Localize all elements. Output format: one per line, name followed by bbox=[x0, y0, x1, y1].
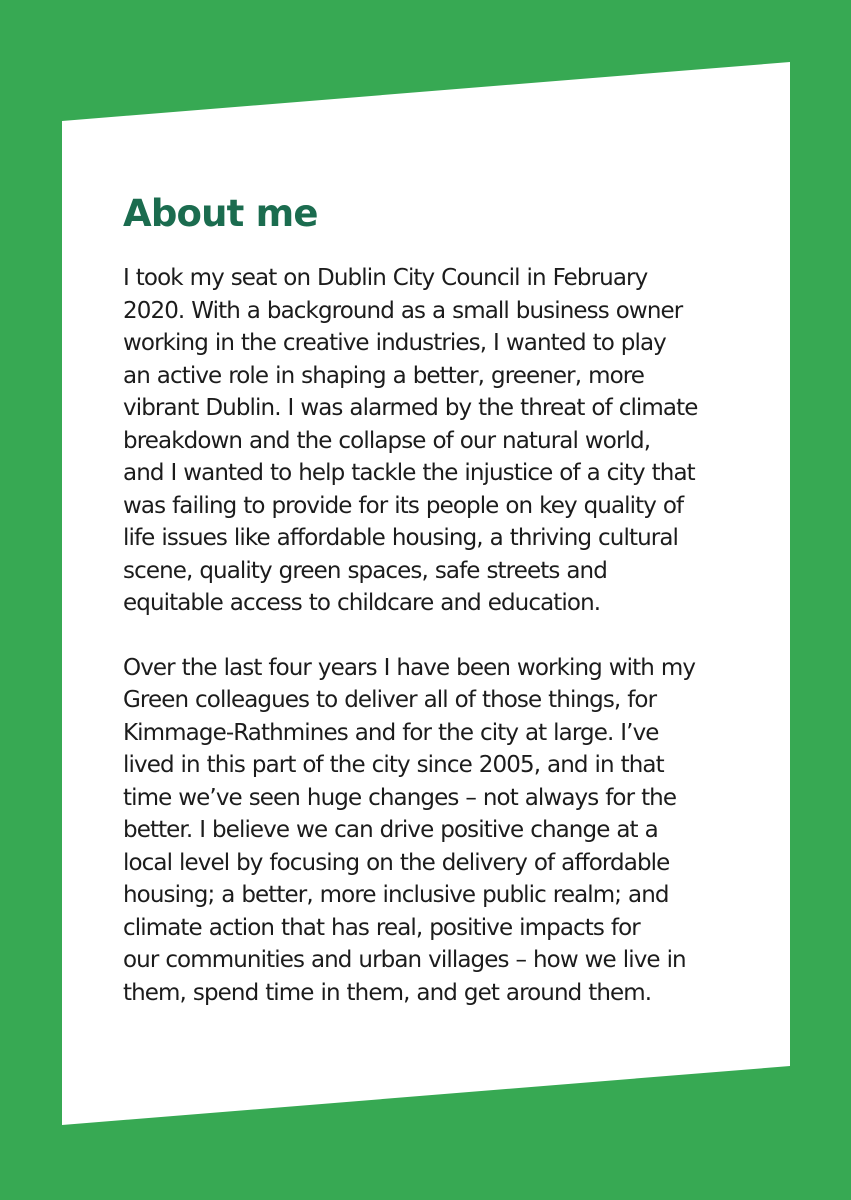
paragraph-line: vibrant Dublin. I was alarmed by the threat of climate bbox=[123, 395, 698, 421]
paragraph-line: breakdown and the collapse of our natural world, bbox=[123, 427, 651, 454]
paragraph-line: our communities and urban villages – how we live in bbox=[123, 947, 686, 973]
paragraph-line: Over the last four years I have been working with my bbox=[123, 654, 696, 681]
paragraph-line: equitable access to childcare and education. bbox=[123, 590, 601, 616]
section-heading: About me bbox=[123, 192, 318, 235]
paragraph-line: scene, quality green spaces, safe streets and bbox=[123, 557, 607, 584]
paragraph-line: and I wanted to help tackle the injustice of a city that bbox=[123, 460, 695, 486]
paragraph-line: better. I believe we can drive positive change at a bbox=[123, 817, 658, 843]
paragraph-line: 2020. With a background as a small business owner bbox=[123, 297, 683, 324]
paragraph-line: climate action that has real, positive impacts for bbox=[123, 914, 640, 941]
paragraph-line: an active role in shaping a better, greener, more bbox=[123, 362, 645, 389]
paragraph-line: local level by focusing on the delivery of affordable bbox=[123, 849, 670, 876]
paragraph-line: Green colleagues to deliver all of those things, for bbox=[123, 687, 657, 713]
paragraph-line: lived in this part of the city since 2005, and in that bbox=[123, 752, 664, 778]
paragraph-line: Kimmage-Rathmines and for the city at large. I’ve bbox=[123, 719, 659, 746]
paragraph-2 bbox=[123, 652, 743, 1010]
paragraph-1 bbox=[123, 262, 743, 620]
paragraph-line: time we’ve seen huge changes – not always for the bbox=[123, 784, 677, 811]
paragraph-line: them, spend time in them, and get around them. bbox=[123, 979, 652, 1006]
paragraph-line: working in the creative industries, I wanted to play bbox=[123, 330, 666, 356]
paragraph-line: housing; a better, more inclusive public realm; and bbox=[123, 882, 669, 908]
paragraph-line: I took my seat on Dublin City Council in February bbox=[123, 265, 648, 291]
about-section bbox=[123, 188, 743, 1009]
paragraph-line: life issues like affordable housing, a thriving cultural bbox=[123, 525, 678, 551]
paragraph-line: was failing to provide for its people on key quality of bbox=[123, 492, 684, 519]
